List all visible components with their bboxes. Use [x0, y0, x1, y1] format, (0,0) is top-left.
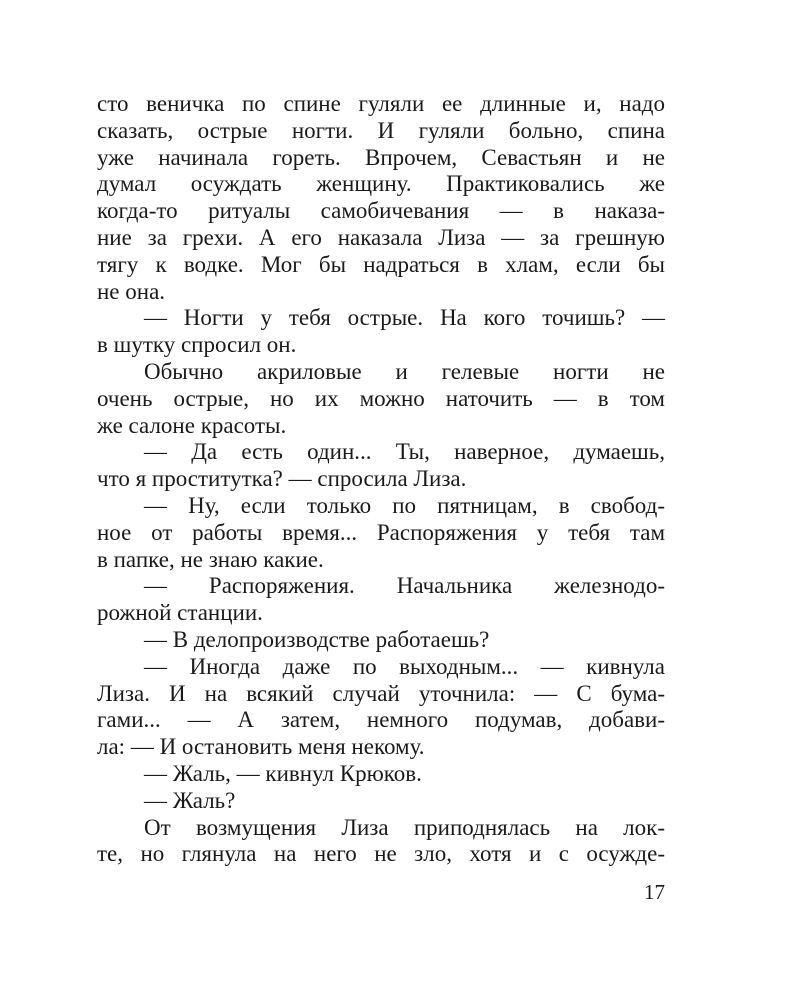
text-line: же салоне красоты.: [97, 412, 287, 438]
text-line: сказать, острые ногти. И гуляли больно, спина: [97, 117, 665, 143]
text-line: — Распоряжения. Начальника железнодо-: [144, 573, 665, 599]
text-line: — Да есть один... Ты, наверное, думаешь,: [144, 439, 665, 465]
text-line: те, но глянула на него не зло, хотя и с осужде-: [97, 841, 665, 867]
text-line: От возмущения Лиза приподнялась на лок-: [144, 814, 665, 840]
text-line: сто веничка по спине гуляли ее длинные и, надо: [97, 91, 665, 116]
text-line: что я проститутка? — спросила Лиза.: [97, 466, 467, 492]
page-number: 17: [644, 880, 665, 904]
text-line: рожной станции.: [97, 600, 263, 626]
text-line: — В делопроизводстве работаешь?: [144, 626, 490, 652]
text-line: ла: — И остановить меня некому.: [97, 734, 425, 760]
text-line: думал осуждать женщину. Практиковались же: [97, 171, 665, 197]
text-line: ное от работы время... Распоряжения у тебя там: [97, 519, 665, 545]
text-line: тягу к водке. Мог бы надраться в хлам, если бы: [97, 251, 665, 277]
text-line: не она.: [97, 278, 166, 304]
text-line: Лиза. И на всякий случай уточнила: — С бума-: [97, 680, 665, 706]
text-line: — Жаль?: [144, 787, 236, 813]
text-line: в шутку спросил он.: [97, 332, 297, 358]
text-line: уже начинала гореть. Впрочем, Севастьян и не: [97, 144, 665, 170]
text-line: когда-то ритуалы самобичевания — в наказа-: [97, 198, 665, 224]
text-line: — Ногти у тебя острые. На кого точишь? —: [144, 305, 665, 331]
text-line: в папке, не знаю какие.: [97, 546, 324, 572]
body-text: [97, 91, 665, 868]
text-line: — Жаль, — кивнул Крюков.: [144, 760, 422, 786]
text-line: — Иногда даже по выходным... — кивнула: [144, 653, 665, 679]
text-line: очень острые, но их можно наточить — в том: [97, 385, 665, 411]
text-line: ние за грехи. А его наказала Лиза — за грешную: [97, 224, 665, 250]
text-line: — Ну, если только по пятницам, в свобод-: [144, 492, 665, 518]
text-line: гами... — А затем, немного подумав, добави-: [97, 707, 665, 733]
text-line: Обычно акриловые и гелевые ногти не: [144, 358, 665, 384]
